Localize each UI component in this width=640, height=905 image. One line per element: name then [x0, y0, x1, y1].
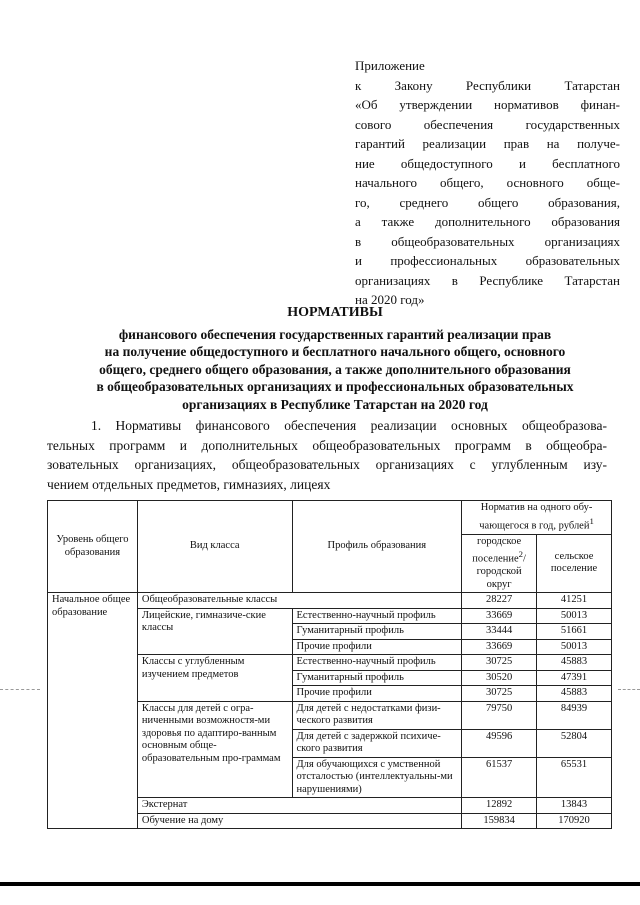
row-label: Общеобразовательные классы — [137, 593, 461, 609]
title-line: финансового обеспечения государственных гарантий реализации прав — [118, 326, 552, 342]
urban-value: 28227 — [462, 593, 537, 609]
appendix-line: ние общедоступного и бесплатного — [355, 155, 620, 171]
urban-value: 159834 — [462, 813, 537, 829]
paragraph-line: 1. Нормативы финансового обеспечения реализации основных общеобразова- — [91, 418, 607, 433]
header-urban-tail: / городской округ — [476, 553, 526, 590]
rural-value: 52804 — [537, 729, 612, 757]
row-label: Обучение на дому — [137, 813, 461, 829]
paragraph-line: зовательных организациях, общеобразовательных организациях с углубленным изу- — [47, 457, 607, 472]
title-line: в общеобразовательных организациях и профессиональных образовательных — [96, 379, 574, 394]
class-kind-cell: Классы для детей с огра-ниченными возможностя-ми здоровья по адаптиро-ванным основным обще-образовательным про-граммам — [137, 701, 292, 798]
rural-value: 84939 — [537, 701, 612, 729]
rural-value: 50013 — [537, 608, 612, 624]
rural-value: 65531 — [537, 757, 612, 798]
header-urban — [462, 534, 537, 593]
profile-cell: Гуманитарный профиль — [292, 670, 462, 686]
header-norm-text: Норматив на одного обу-чающегося в год, рублей — [479, 502, 593, 531]
rural-value: 51661 — [537, 624, 612, 640]
profile-cell: Прочие профили — [292, 639, 462, 655]
urban-value: 33669 — [462, 608, 537, 624]
title-line: на получение общедоступного и бесплатного начального общего, основного — [104, 344, 566, 359]
urban-value: 79750 — [462, 701, 537, 729]
appendix-line: в общеобразовательных организациях — [355, 233, 620, 249]
header-level: Уровень общего образования — [48, 501, 138, 593]
rural-value: 50013 — [537, 639, 612, 655]
norms-table — [47, 500, 612, 829]
paragraph-line: тельных программ и дополнительных общеобразовательных программ в общеобра- — [47, 437, 607, 453]
rural-value: 45883 — [537, 686, 612, 702]
document-title — [40, 304, 630, 413]
profile-cell: Естественно-научный профиль — [292, 655, 462, 671]
appendix-line: к Закону Республики Татарстан — [355, 77, 620, 93]
appendix-line: начального общего, основного обще- — [355, 175, 620, 190]
appendix-line: «Об утверждении нормативов финан- — [355, 97, 620, 112]
class-kind-cell: Классы с углубленным изучением предметов — [137, 655, 292, 702]
table-header-row — [48, 501, 612, 535]
title-line: организациях в Республике Татарстан на 2020 год — [182, 396, 488, 412]
header-urban-text: городское поселение — [472, 535, 522, 565]
profile-cell: Для детей с недостатками физи-ческого развития — [292, 701, 462, 729]
appendix-block — [355, 56, 620, 310]
appendix-line: и профессиональных образовательных — [355, 253, 620, 268]
bottom-scan-edge — [0, 882, 640, 886]
rural-value: 47391 — [537, 670, 612, 686]
appendix-line: го, среднего общего образования, — [355, 194, 620, 210]
right-scan-mark — [618, 689, 640, 691]
urban-value: 49596 — [462, 729, 537, 757]
profile-cell: Естественно-научный профиль — [292, 608, 462, 624]
appendix-line: гарантий реализации прав на получе- — [355, 136, 620, 151]
rural-value: 13843 — [537, 798, 612, 814]
profile-cell: Гуманитарный профиль — [292, 624, 462, 640]
header-rural: сельское поселение — [537, 534, 612, 593]
profile-cell: Для детей с задержкой психиче-ского развития — [292, 729, 462, 757]
header-profile: Профиль образования — [292, 501, 462, 593]
left-scan-mark — [0, 689, 40, 691]
appendix-line: организациях в Республике Татарстан — [355, 272, 620, 288]
appendix-line: сового обеспечения государственных — [355, 116, 620, 132]
rural-value: 45883 — [537, 655, 612, 671]
profile-cell: Прочие профили — [292, 686, 462, 702]
appendix-line: на 2020 год» — [355, 292, 425, 307]
rural-value: 41251 — [537, 593, 612, 609]
paragraph-1 — [47, 416, 607, 494]
profile-cell: Для обучающихся с умственной отсталостью (интеллектуальны-ми нарушениями) — [292, 757, 462, 798]
header-class-kind: Вид класса — [137, 501, 292, 593]
urban-value: 33444 — [462, 624, 537, 640]
title-line: общего, среднего общего образования, а также дополнительного образования — [99, 361, 571, 377]
row-label: Экстернат — [137, 798, 461, 814]
appendix-line: Приложение — [355, 58, 425, 73]
appendix-line: а также дополнительного образования — [355, 214, 620, 229]
header-norm — [462, 501, 612, 535]
rural-value: 170920 — [537, 813, 612, 829]
paragraph-line: чением отдельных предметов, гимназиях, лицеях — [47, 476, 331, 492]
urban-value: 30725 — [462, 655, 537, 671]
level-cell: Начальное общее образование — [48, 593, 138, 829]
urban-value: 30520 — [462, 670, 537, 686]
table-row — [48, 593, 612, 609]
class-kind-cell: Лицейские, гимназиче-ские классы — [137, 608, 292, 655]
footnote-mark: 2 — [518, 549, 524, 559]
urban-value: 12892 — [462, 798, 537, 814]
footnote-mark: 1 — [589, 515, 594, 526]
urban-value: 61537 — [462, 757, 537, 798]
title-main: НОРМАТИВЫ — [287, 305, 383, 320]
urban-value: 30725 — [462, 686, 537, 702]
urban-value: 33669 — [462, 639, 537, 655]
